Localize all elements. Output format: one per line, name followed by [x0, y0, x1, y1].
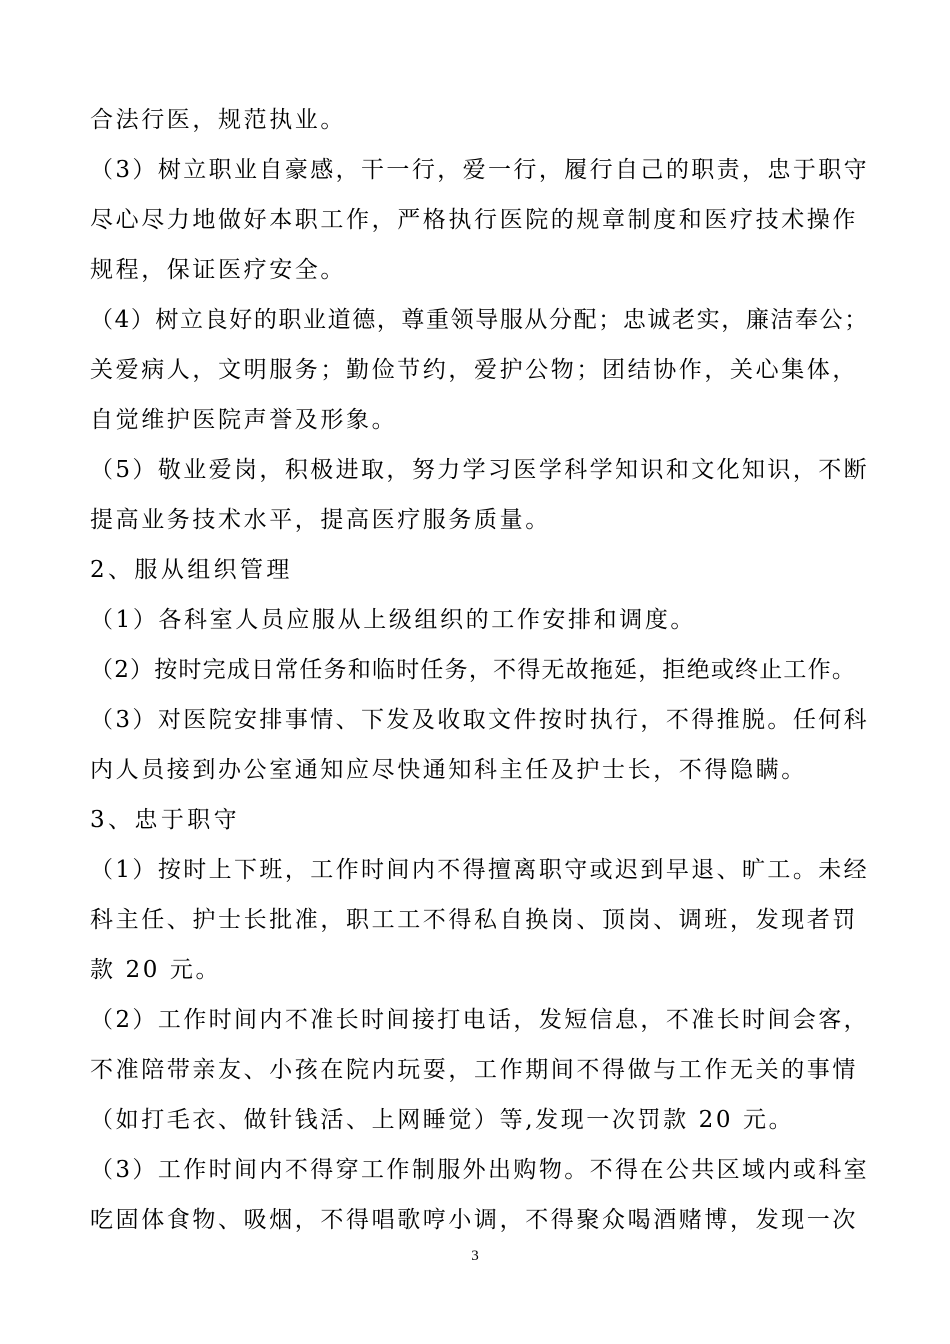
text-line: （3）对医院安排事情、下发及收取文件按时执行，不得推脱。任何科 — [90, 707, 870, 733]
section-heading: 3、忠于职守 — [90, 807, 241, 833]
page-number: 3 — [471, 1248, 479, 1264]
text-line: （3）工作时间内不得穿工作制服外出购物。不得在公共区域内或科室 — [90, 1157, 870, 1183]
text-line: 款 20 元。 — [90, 957, 222, 983]
text-line: 合法行医，规范执业。 — [90, 107, 346, 133]
text-line: （2）按时完成日常任务和临时任务，不得无故拖延，拒绝或终止工作。 — [90, 657, 857, 683]
text-line: （3）树立职业自豪感，干一行，爱一行，履行自己的职责，忠于职守 — [90, 157, 870, 183]
section-heading: 2、服从组织管理 — [90, 557, 293, 583]
text-line: （2）工作时间内不准长时间接打电话，发短信息，不准长时间会客， — [90, 1007, 870, 1033]
text-line: 提高业务技术水平，提高医疗服务质量。 — [90, 507, 551, 533]
text-line: 内人员接到办公室通知应尽快通知科主任及护士长，不得隐瞒。 — [90, 757, 807, 783]
text-line: 尽心尽力地做好本职工作，严格执行医院的规章制度和医疗技术操作 — [90, 207, 858, 233]
text-line: 自觉维护医院声誉及形象。 — [90, 407, 398, 433]
text-line: （4）树立良好的职业道德，尊重领导服从分配；忠诚老实，廉洁奉公； — [90, 307, 869, 333]
text-line: 吃固体食物、吸烟，不得唱歌哼小调，不得聚众喝酒赌博，发现一次 — [90, 1207, 858, 1233]
text-line: （1）按时上下班，工作时间内不得擅离职守或迟到早退、旷工。未经 — [90, 857, 870, 883]
text-line: 关爱病人，文明服务；勤俭节约，爱护公物；团结协作，关心集体， — [90, 357, 858, 383]
text-line: 不准陪带亲友、小孩在院内玩耍，工作期间不得做与工作无关的事情 — [90, 1057, 858, 1083]
text-line: 规程，保证医疗安全。 — [90, 257, 346, 283]
text-line: （5）敬业爱岗，积极进取，努力学习医学科学知识和文化知识，不断 — [90, 457, 870, 483]
text-line: （如打毛衣、做针钱活、上网睡觉）等,发现一次罚款 20 元。 — [90, 1107, 795, 1133]
text-line: （1）各科室人员应服从上级组织的工作安排和调度。 — [90, 607, 697, 633]
text-line: 科主任、护士长批准，职工工不得私自换岗、顶岗、调班，发现者罚 — [90, 907, 858, 933]
